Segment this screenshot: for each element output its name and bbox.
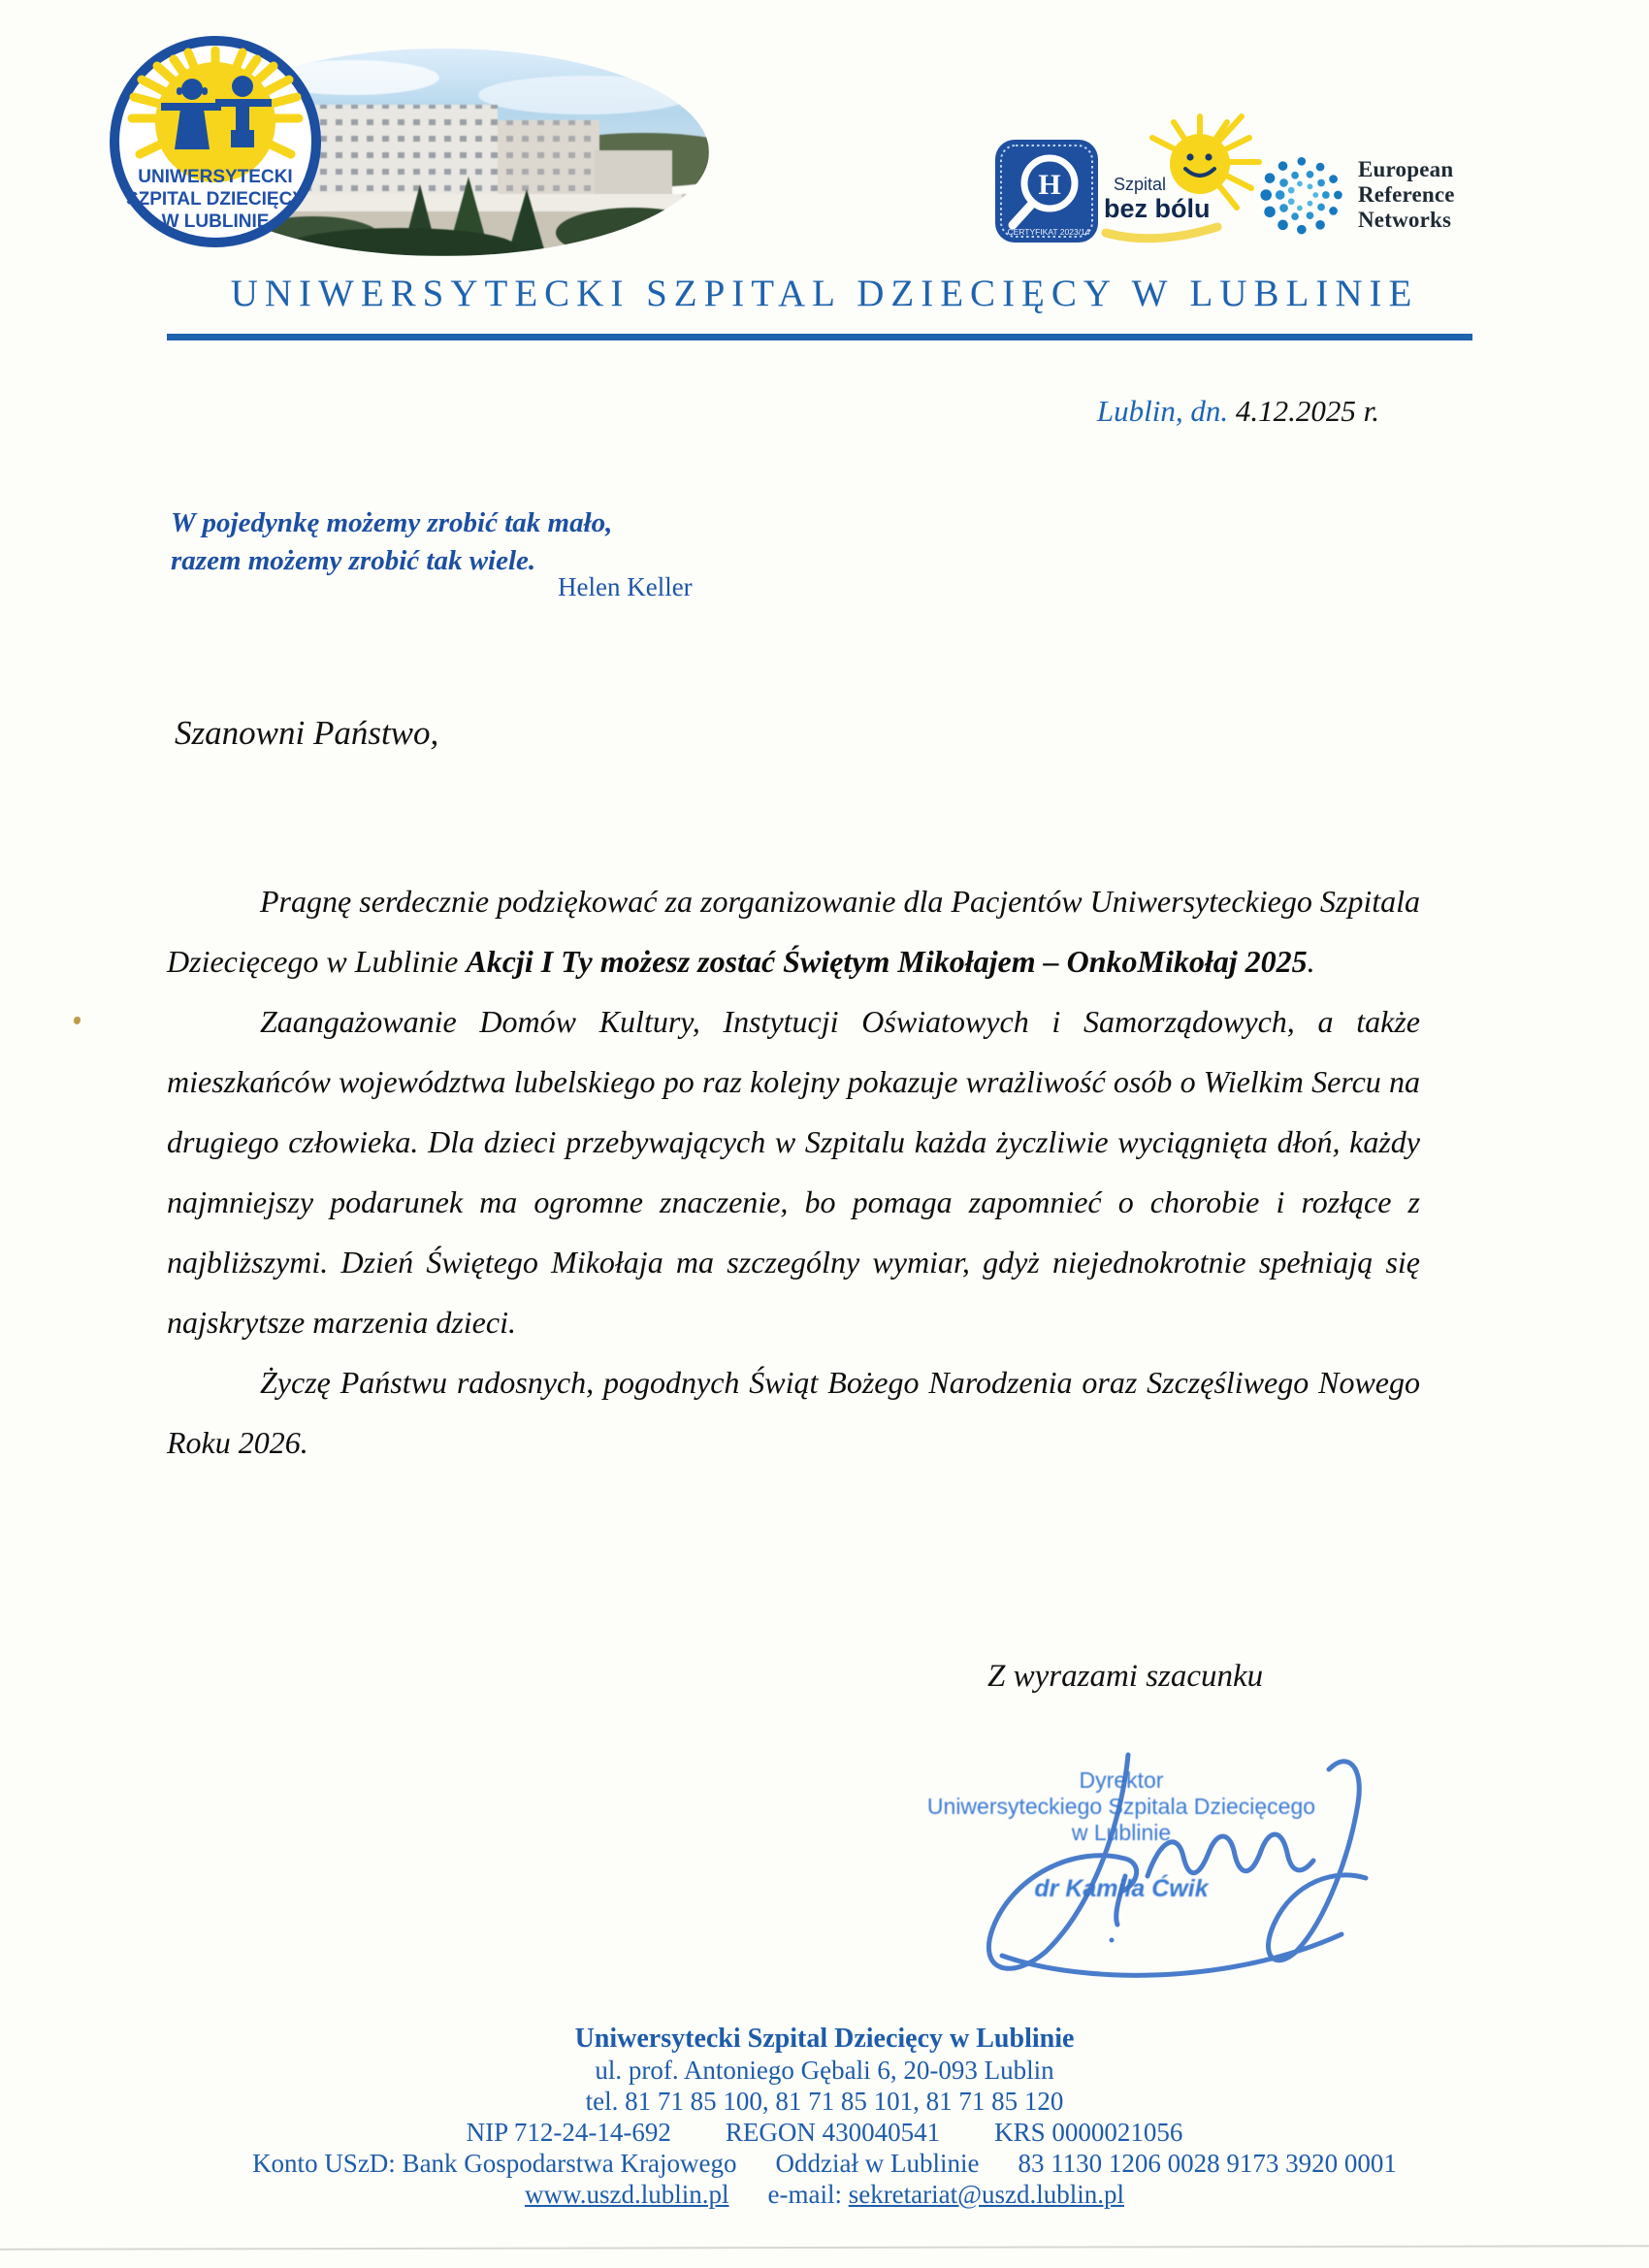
salutation: Szanowni Państwo,: [175, 714, 439, 752]
pain-free-line2: bez bólu: [1104, 194, 1211, 223]
certificate-letter: H: [1038, 169, 1061, 201]
footer-email-link: sekretariat@uszd.lublin.pl: [848, 2180, 1124, 2209]
footer-nip: NIP 712-24-14-692: [466, 2118, 671, 2147]
quote-line1: W pojedynkę możemy zrobić tak mało,: [171, 507, 613, 538]
footer-address: ul. prof. Antoniego Gębali 6, 20-093 Lublin: [595, 2056, 1054, 2085]
footer-bank-row: [0, 2148, 1649, 2179]
paragraph-2: Zaangażowanie Domów Kultury, Instytucji Oświatowych i Samorządowych, a także mieszkańców województwa lubelskiego po raz kolejny pokazuje wrażliwość osób o Wielkim Sercu na drugiego człowieka. Dla dzieci przebywających w Szpitalu każda życzliwie wyciągnięta dłoń, każdy najmniejszy podarunek ma ogromne znaczenie, bo pomaga zapomnieć o chorobie i rozłące z najbliższymi. Dzień Świętego Mikołaja ma szczególny wymiar, gdyż niejednokrotnie spełniają się najskrytsze marzenia dzieci.: [167, 1004, 1420, 1340]
ern-line2: Reference: [1358, 182, 1455, 207]
ern-line3: Networks: [1358, 208, 1452, 232]
motto-quote: [171, 504, 612, 580]
date-place: Lublin, dn.: [1096, 394, 1229, 428]
european-reference-networks-logo: [1245, 142, 1566, 248]
footer-bank-account: 83 1130 1206 0028 9173 3920 0001: [1018, 2149, 1397, 2178]
footer-email-label: e-mail:: [767, 2180, 842, 2209]
hospital-logo-icon: [107, 33, 324, 250]
scan-edge-line: [0, 2245, 1649, 2251]
logo-badge-line3: W LUBLINIE: [161, 211, 270, 232]
stamp-title: Dyrektor: [1079, 1767, 1164, 1793]
footer-bank-branch: Oddział w Lublinie: [775, 2149, 980, 2178]
certificate-q-icon: [993, 138, 1100, 244]
quote-line2: razem możemy zrobić tak wiele.: [171, 545, 536, 576]
scan-artifact-dot: [74, 1017, 81, 1024]
date-value: 4.12.2025 r.: [1228, 394, 1379, 428]
footer-website-link: www.uszd.lublin.pl: [524, 2180, 729, 2209]
footer-links-row: [0, 2179, 1649, 2210]
ern-label: [1358, 157, 1455, 233]
date-line: [1097, 394, 1379, 429]
footer-bank-label: Konto USzD: Bank Gospodarstwa Krajowego: [252, 2149, 737, 2178]
footer-contact-block: [0, 2024, 1649, 2210]
paragraph-1-period: .: [1307, 944, 1315, 979]
hospital-name-title: UNIWERSYTECKI SZPITAL DZIECIĘCY W LUBLINIE: [230, 273, 1419, 314]
stamp-institution: Uniwersyteckiego Szpitala Dziecięcego: [926, 1794, 1316, 1819]
ern-dots-icon: [1245, 144, 1348, 246]
footer-krs: KRS 0000021056: [994, 2118, 1183, 2147]
footer-regon: REGON 430040541: [725, 2118, 941, 2147]
paragraph-1-text: Pragnę serdecznie podziękować za zorganizowanie dla Pacjentów Uniwersyteckiego Szpitala Dziecięcego w Lublinie: [167, 884, 1420, 979]
stamp-director-name: dr Kamila Ćwik: [1034, 1875, 1209, 1902]
certificate-caption: CERTYFIKAT 2023/14: [1007, 227, 1090, 237]
footer-registry-row: [0, 2117, 1649, 2148]
logo-badge-line2: SZPITAL DZIECIĘCY: [125, 189, 306, 210]
stamp-city: w Lublinie: [1071, 1820, 1172, 1845]
paragraph-1-bold: Akcji I Ty możesz zostać Świętym Mikołajem – OnkoMikołaj 2025: [466, 944, 1308, 979]
closing-phrase: Z wyrazami szacunku: [987, 1659, 1264, 1694]
paragraph-1: [167, 871, 1420, 991]
header-divider: [167, 334, 1472, 340]
footer-hospital-name: Uniwersytecki Szpital Dziecięcy w Lublinie: [574, 2024, 1075, 2054]
quote-author: Helen Keller: [558, 572, 693, 601]
letter-body: [167, 871, 1420, 1473]
footer-phones: tel. 81 71 85 100, 81 71 85 101, 81 71 85 120: [585, 2087, 1064, 2116]
logo-badge-line1: UNIWERSYTECKI: [138, 167, 293, 187]
handwritten-signature-icon: [910, 1731, 1395, 1988]
pain-free-line1: Szpital: [1114, 175, 1167, 194]
hospital-logo-badge: [107, 33, 324, 250]
paragraph-3: Życzę Państwu radosnych, pogodnych Świąt Bożego Narodzenia oraz Szczęśliwego Nowego Roku 2026.: [167, 1365, 1420, 1460]
quality-certificate-badge: [993, 138, 1100, 244]
ern-line1: European: [1358, 157, 1454, 181]
